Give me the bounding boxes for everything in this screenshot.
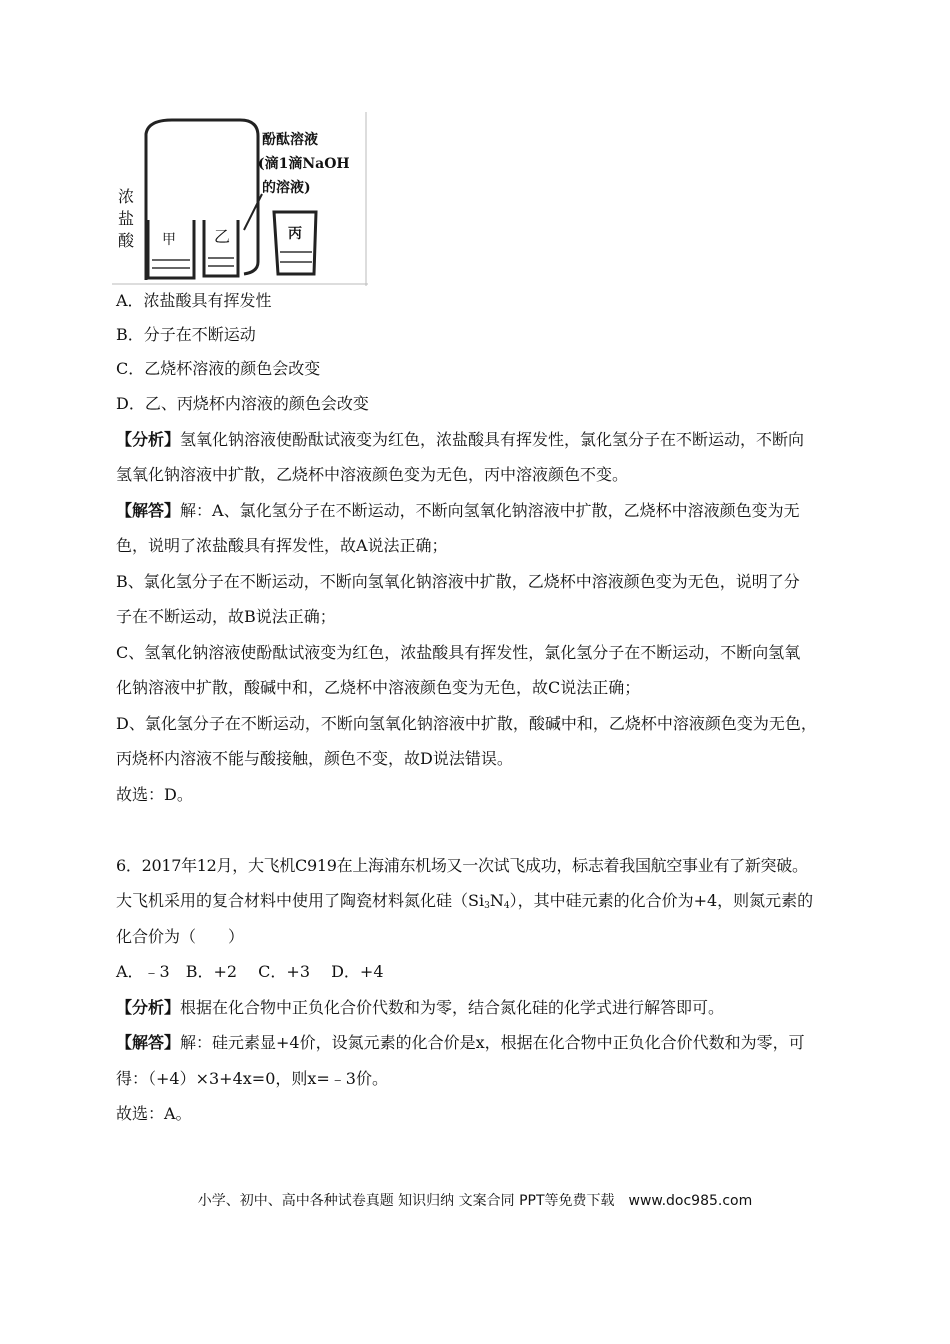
q5-answer-line-9: 故选：D。 (116, 785, 193, 804)
q5-answer-line-2: 色，说明了浓盐酸具有挥发性，故A说法正确； (116, 536, 448, 555)
q6-answer-line-3: 故选：A。 (116, 1104, 192, 1123)
q6-stem-2-pre: 大飞机采用的复合材料中使用了陶瓷材料氮化硅（Si (116, 891, 485, 910)
q6-stem-line-1: 6．2017年12月，大飞机C919在上海浦东机场又一次试飞成功，标志着我国航空事业有了新突破。 (116, 856, 808, 875)
answer-tag: 【解答】 (116, 501, 181, 520)
q5-answer-text-1: 解：A、氯化氢分子在不断运动，不断向氢氧化钠溶液中扩散，乙烧杯中溶液颜色变为无 (180, 501, 800, 520)
q6-stem-line-3: 化合价为（ ） (116, 927, 245, 946)
callout-line-3: 的溶液) (262, 180, 311, 196)
q6-subscript-4: 4 (503, 901, 510, 911)
q5-answer-line-4: 子在不断运动，故B说法正确； (116, 607, 336, 626)
beaker-bing-label: 丙 (288, 226, 302, 242)
q6-answer-text-1: 解：硅元素显+4价，设氮元素的化合价是x，根据在化合物中正负化合价代数和为零，可 (180, 1033, 805, 1052)
q6-analysis-text: 根据在化合物中正负化合价代数和为零，结合氮化硅的化学式进行解答即可。 (180, 998, 725, 1017)
label-left-1: 浓 (118, 187, 135, 206)
beaker-yi-label: 乙 (214, 227, 231, 246)
q5-answer-line-1 (116, 501, 800, 521)
q6-subscript-3: 3 (484, 901, 490, 911)
q5-answer-line-5: C、氢氧化钠溶液使酚酞试液变为红色，浓盐酸具有挥发性，氯化氢分子在不断运动，不断向氢氧 (116, 643, 801, 662)
callout-line-1: 酚酞溶液 (262, 132, 318, 148)
q5-option-b: B．分子在不断运动 (116, 325, 256, 344)
q6-answer-tag: 【解答】 (116, 1033, 181, 1052)
q6-analysis-line (116, 998, 724, 1018)
q5-option-a: A．浓盐酸具有挥发性 (116, 291, 272, 310)
label-left-3: 酸 (118, 231, 135, 250)
q6-answer-line-2: 得：（+4）×3+4x=0，则x=﹣3价。 (116, 1069, 388, 1088)
q5-answer-line-6: 化钠溶液中扩散，酸碱中和，乙烧杯中溶液颜色变为无色，故C说法正确； (116, 678, 641, 697)
q5-option-c: C．乙烧杯溶液的颜色会改变 (116, 359, 321, 378)
q5-analysis-text-1: 氢氧化钠溶液使酚酞试液变为红色，浓盐酸具有挥发性，氯化氢分子在不断运动，不断向 (180, 430, 805, 449)
q6-stem-line-2 (116, 891, 813, 916)
analysis-tag: 【分析】 (116, 430, 181, 449)
q5-analysis-line-2: 氢氧化钠溶液中扩散，乙烧杯中溶液颜色变为无色，丙中溶液颜色不变。 (116, 465, 629, 484)
q6-answer-line-1 (116, 1033, 805, 1053)
beaker-jia-label: 甲 (162, 232, 176, 248)
q5-answer-line-3: B、氯化氢分子在不断运动，不断向氢氧化钠溶液中扩散，乙烧杯中溶液颜色变为无色，说明了分 (116, 572, 800, 591)
label-left-2: 盐 (118, 209, 135, 228)
q6-analysis-tag: 【分析】 (116, 998, 181, 1017)
experiment-figure (112, 112, 368, 286)
q6-stem-2-post: ），其中硅元素的化合价为+4，则氮元素的 (509, 891, 814, 910)
q5-answer-line-8: 丙烧杯内溶液不能与酸接触，颜色不变，故D说法错误。 (116, 749, 513, 768)
q6-options: A．﹣3 B．+2 C．+3 D．+4 (116, 962, 384, 981)
q6-stem-2-mid: N (489, 891, 504, 910)
page-footer: 小学、初中、高中各种试卷真题 知识归纳 文案合同 PPT等免费下载 www.doc985.com (197, 1193, 753, 1209)
callout-line-2: (滴1滴NaOH (258, 156, 350, 172)
q5-analysis-line-1 (116, 430, 804, 450)
q5-option-d: D．乙、丙烧杯内溶液的颜色会改变 (116, 394, 369, 413)
q5-answer-line-7: D、氯化氢分子在不断运动，不断向氢氧化钠溶液中扩散，酸碱中和，乙烧杯中溶液颜色变为无色， (116, 714, 817, 733)
